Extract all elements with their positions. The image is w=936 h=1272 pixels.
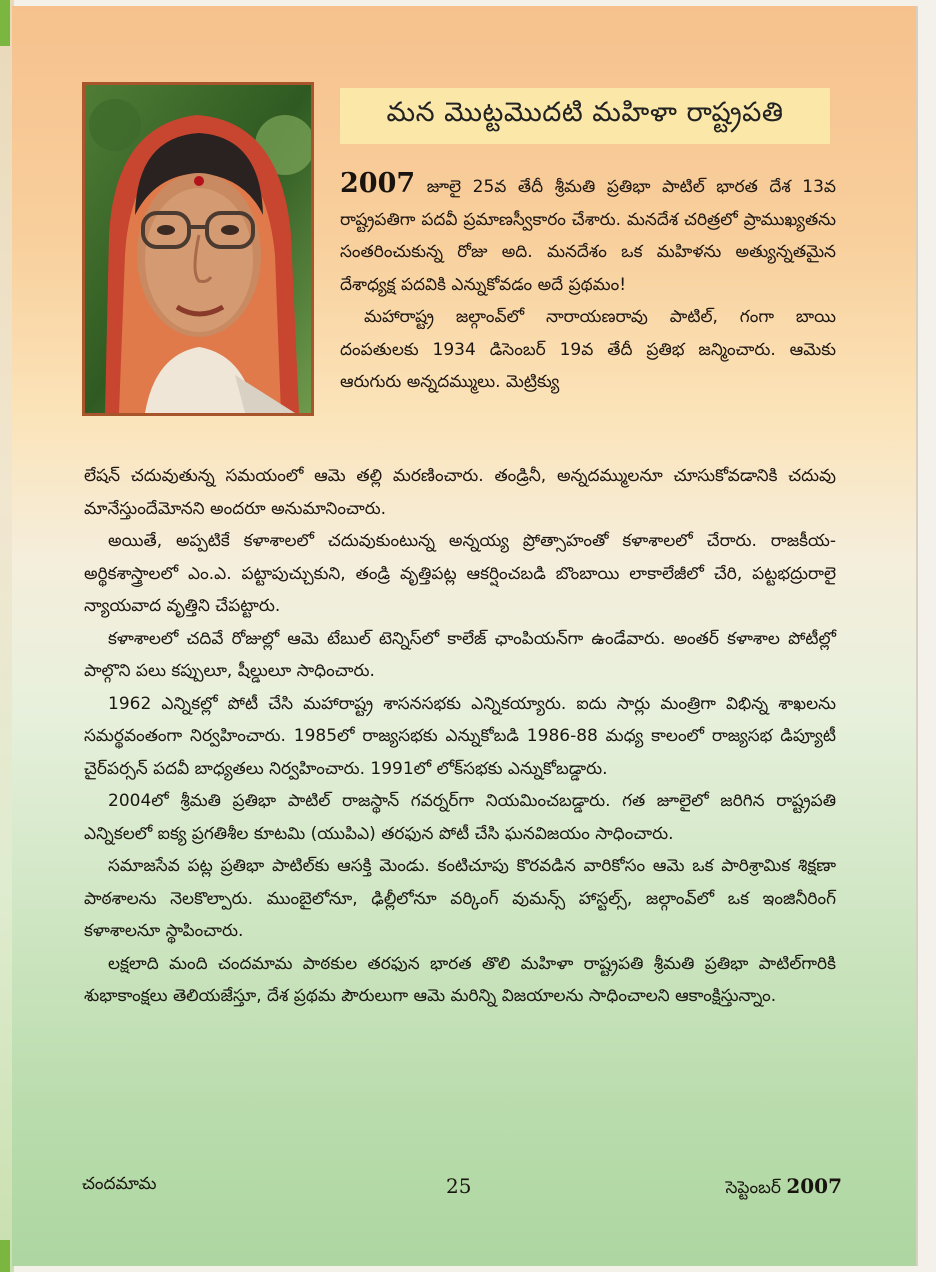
paragraph-politics: 1962 ఎన్నికల్లో పోటీ చేసి మహారాష్ట్ర శాసనసభకు ఎన్నికయ్యారు. ఐదు సార్లు మంత్రిగా విభిన్న శాఖలను సమర్థవంతంగా నిర్వహించారు. 1985లో రాజ్యసభకు ఎన్నుకోబడి 1986-88 మధ్య కాలంలో రాజ్యసభ డిప్యూటీ చైర్‌పర్సన్ పదవీ బాధ్యతలు నిర్వహించారు. 1991లో లోక్‌సభకు ఎన్నుకోబడ్డారు.	[84, 693, 836, 779]
lead-year: 2007	[340, 168, 416, 199]
portrait-illustration	[85, 85, 311, 413]
paragraph-education: అయితే, అప్పటికే కళాశాలలో చదువుకుంటున్న అన్నయ్య ప్రోత్సాహంతో కళాశాలలో చేరారు. రాజకీయ-అర్థికశాస్త్రాలలో ఎం.ఎ. పట్టాపుచ్చుకుని, తండ్రి వృత్తిపట్ల ఆకర్షించబడి బొంబాయి లాకాలేజీలో చేరి, పట్టభద్రురాలై న్యాయవాద వృత్తిని చేపట్టారు.	[84, 531, 836, 616]
magazine-page	[12, 6, 916, 1266]
paragraph-birth-continued: లేషన్ చదువుతున్న సమయంలో ఆమె తల్లి మరణించారు. తండ్రినీ, అన్నదమ్ములనూ చూసుకోవడానికి చదువు మానేస్తుందేమోనని అందరూ అనుమానించారు.	[84, 466, 836, 519]
paragraph-governor: 2004లో శ్రీమతి ప్రతిభా పాటిల్ రాజస్థాన్ గవర్నర్‌గా నియమించబడ్డారు. గత జూలైలో జరిగిన రాష్ట్రపతి ఎన్నికలలో ఐక్య ప్రగతిశీల కూటమి (యుపిఎ) తరఫున పోటీ చేసి ఘనవిజయం సాధించారు.	[84, 791, 836, 844]
paragraph-birth: మహారాష్ట్ర జల్గాంవ్‌లో నారాయణరావు పాటిల్, గంగా బాయి దంపతులకు 1934 డిసెంబర్ 19వ తేదీ ప్రతిభ జన్మించారు. ఆమెకు ఆరుగురు అన్నదమ్ములు. మెట్రిక్యు	[340, 307, 836, 392]
edge-tab-top	[0, 0, 10, 46]
paragraph-wishes: లక్షలాది మంది చందమామ పాఠకుల తరఫున భారత తొలి మహిళా రాష్ట్రపతి శ్రీమతి ప్రతిభా పాటిల్‌గారికి శుభాకాంక్షలు తెలియజేస్తూ, దేశ ప్రథమ పౌరులుగా ఆమె మరిన్ని విజయాలను సాధించాలని ఆకాంక్షిస్తున్నాం.	[84, 953, 836, 1006]
page-number: 25	[446, 1174, 472, 1198]
portrait-photo	[82, 82, 314, 416]
body-column	[84, 460, 836, 1013]
edge-tab-bottom	[0, 1240, 10, 1272]
page-footer	[82, 1174, 842, 1204]
title-banner	[340, 88, 830, 144]
paragraph-sports: కళాశాలలో చదివే రోజుల్లో ఆమె టేబుల్ టెన్నిస్‌లో కాలేజ్ ఛాంపియన్‌గా ఉండేవారు. అంతర్ కళాశాల పోటీల్లో పాల్గొని పలు కప్పులూ, షీల్డులూ సాధించారు.	[84, 628, 836, 681]
intro-column	[340, 168, 836, 399]
article-title: మన మొట్టమొదటి మహిళా రాష్ట్రపతి	[386, 97, 784, 128]
intro-paragraph	[340, 168, 836, 301]
issue-month: సెప్టెంబర్	[725, 1178, 781, 1198]
paragraph-social-service: సమాజసేవ పట్ల ప్రతిభా పాటిల్‌కు ఆసక్తి మెండు. కంటిచూపు కొరవడిన వారికోసం ఆమె ఒక పారిశ్రామిక శిక్షణా పాఠశాలను నెలకొల్పారు. ముంబైలోనూ, ఢిల్లీలోనూ వర్కింగ్ వుమన్స్ హాస్టల్స్, జల్గాంవ్‌లో ఒక ఇంజినీరింగ్ కళాశాలనూ స్థాపించారు.	[84, 856, 836, 941]
issue-date	[725, 1174, 842, 1202]
magazine-name: చందమామ	[82, 1174, 157, 1194]
intro-text: జూలై 25వ తేదీ శ్రీమతి ప్రతిభా పాటిల్ భారత దేశ 13వ రాష్ట్రపతిగా పదవీ ప్రమాణస్వీకారం చేశారు. మనదేశ చరిత్రలో ప్రాముఖ్యతను సంతరించుకున్న రోజు అది. మనదేశం ఒక మహిళను అత్యున్నతమైన దేశాధ్యక్ష పదవికి ఎన్నుకోవడం అదే ప్రథమం!	[340, 177, 836, 295]
issue-year: 2007	[786, 1174, 842, 1198]
